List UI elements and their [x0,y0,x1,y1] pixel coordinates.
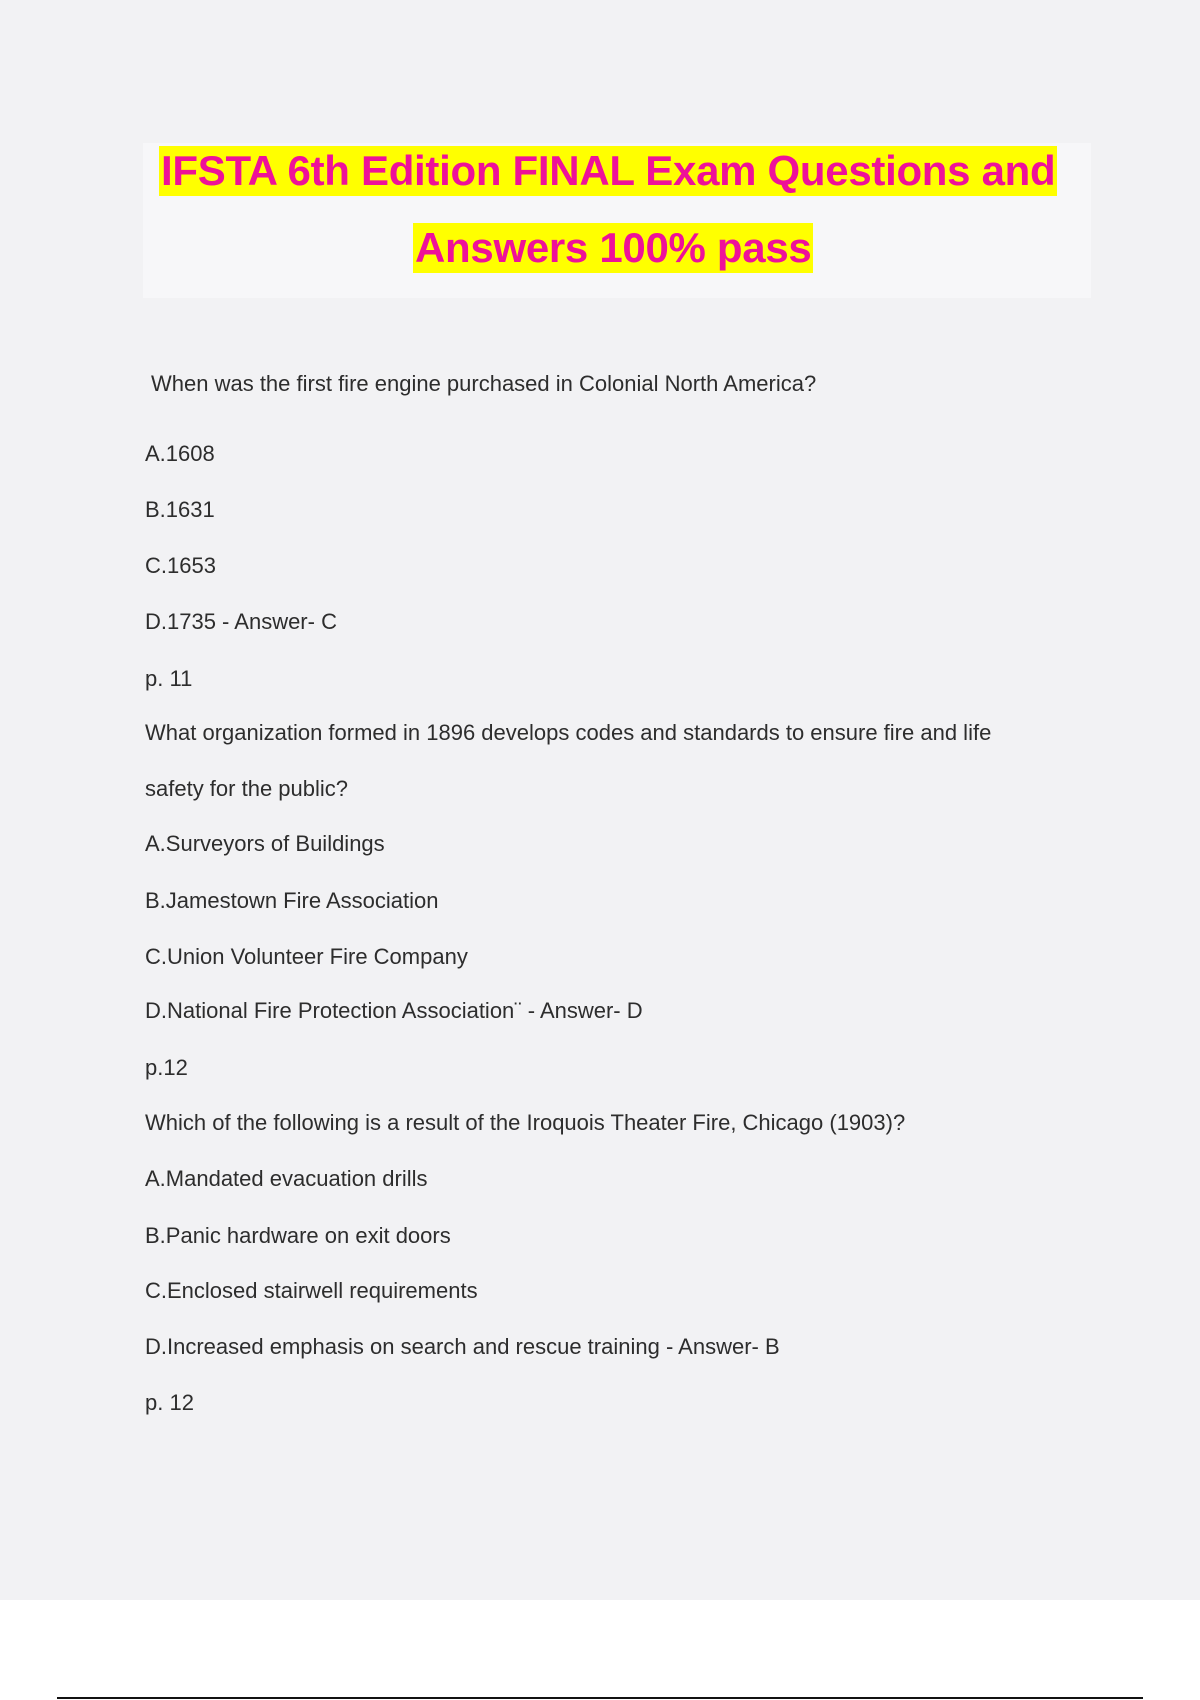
question-2-option-b: B.Jamestown Fire Association [145,888,439,913]
question-1-option-a: A.1608 [145,441,215,466]
question-1-option-d-answer: D.1735 - Answer- C [145,609,337,634]
question-2-option-a: A.Surveyors of Buildings [145,831,385,856]
question-2-text-line-2: safety for the public? [145,776,349,801]
question-2-text-line-1: What organization formed in 1896 develops codes and standards to ensure fire and life [145,720,992,745]
question-1-page-ref: p. 11 [145,666,193,691]
question-2-option-d-answer: D.National Fire Protection Association¨ - Answer- D [145,998,643,1023]
question-3-option-d-answer: D.Increased emphasis on search and rescue training - Answer- B [145,1334,780,1359]
question-3-option-a: A.Mandated evacuation drills [145,1166,428,1191]
question-1-option-c: C.1653 [145,553,216,578]
question-3-option-c: C.Enclosed stairwell requirements [145,1278,478,1303]
question-2-page-ref: p.12 [145,1055,188,1080]
document-title-line-2: Answers 100% pass [415,224,812,271]
document-title-line-1: IFSTA 6th Edition FINAL Exam Questions and [161,147,1056,194]
question-3-option-b: B.Panic hardware on exit doors [145,1223,451,1248]
question-3-text: Which of the following is a result of the Iroquois Theater Fire, Chicago (1903)? [145,1110,906,1135]
question-1-option-b: B.1631 [145,497,215,522]
question-2-option-c: C.Union Volunteer Fire Company [145,944,468,969]
question-1-text: When was the first fire engine purchased in Colonial North America? [151,371,817,396]
footer-rule [57,1697,1143,1699]
question-3-page-ref: p. 12 [145,1390,194,1415]
